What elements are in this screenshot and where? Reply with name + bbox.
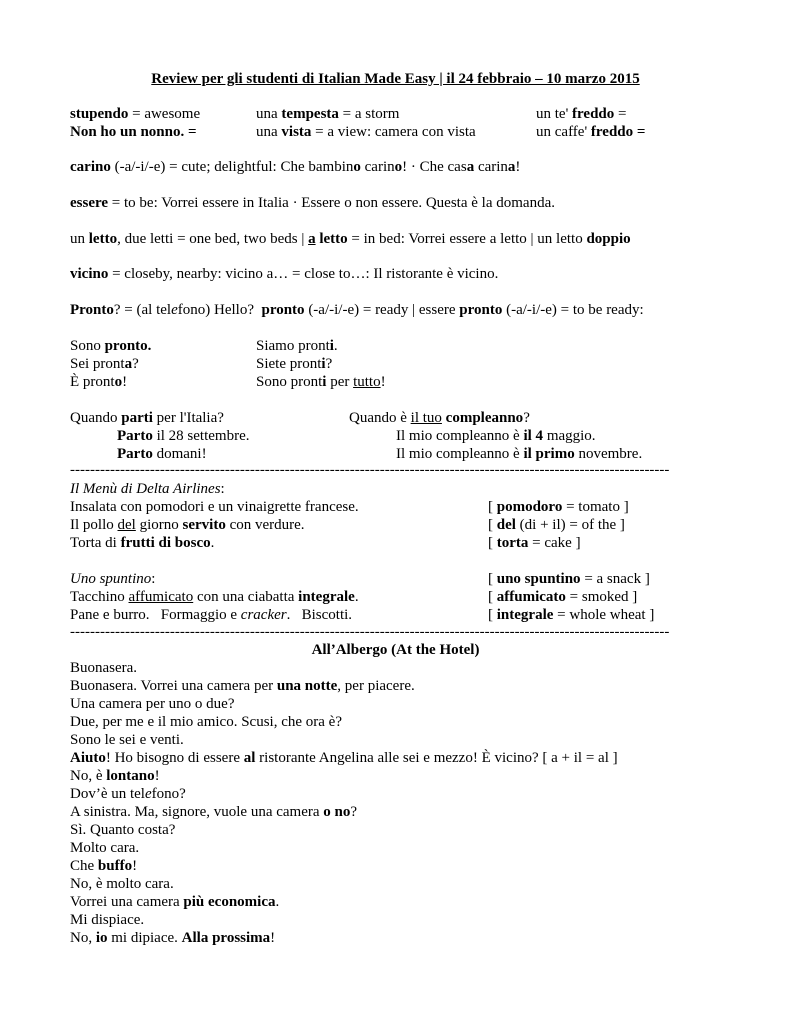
text-run: Dov’è un tel bbox=[70, 786, 145, 802]
text-run: pomodoro bbox=[496, 499, 563, 515]
text-run: [ bbox=[488, 589, 497, 605]
text-run: pronto bbox=[261, 302, 305, 318]
text-run: tempesta bbox=[281, 106, 339, 122]
dialogue-line bbox=[70, 695, 235, 713]
text-run: ! bbox=[515, 159, 521, 175]
text-run: pronto. bbox=[104, 338, 152, 354]
definition-vicino bbox=[70, 265, 498, 283]
text-run: pronto bbox=[459, 302, 503, 318]
text-run: Parto bbox=[117, 428, 153, 444]
text-run: integrale bbox=[298, 589, 355, 605]
text-run: (-a/-i/-e) = ready | essere bbox=[304, 302, 460, 318]
text-run: i bbox=[321, 356, 326, 372]
text-run: o bbox=[394, 159, 403, 175]
text-run: domani! bbox=[152, 446, 207, 462]
text-run: del bbox=[496, 517, 516, 533]
text-run: = a storm bbox=[338, 106, 400, 122]
dialogue-line bbox=[70, 749, 618, 767]
menu-line bbox=[70, 606, 352, 624]
text-run: il 28 settembre. bbox=[152, 428, 250, 444]
text-run: Quando bbox=[70, 410, 122, 426]
text-run: [ bbox=[488, 517, 497, 533]
menu-line bbox=[70, 588, 359, 606]
text-run: Pane e burro. Formaggio e bbox=[70, 607, 241, 623]
text-run: più economica bbox=[183, 894, 276, 910]
text-run: novembre. bbox=[574, 446, 643, 462]
vocab-item bbox=[70, 123, 197, 141]
text-run: una bbox=[256, 124, 282, 140]
dialogue-line bbox=[70, 857, 137, 875]
answer-line bbox=[117, 427, 249, 445]
text-run: ! bbox=[132, 858, 138, 874]
text-run: = a view: camera con vista bbox=[311, 124, 476, 140]
text-run: Vorrei una camera bbox=[70, 894, 184, 910]
text-run: A sinistra. Ma, signore, vuole una camera bbox=[70, 804, 324, 820]
text-run: uno spuntino bbox=[496, 571, 581, 587]
text-run: a bbox=[308, 231, 316, 247]
text-run: io bbox=[95, 930, 108, 946]
text-run: Il mio compleanno è bbox=[396, 446, 524, 462]
text-run: ? = (al tel bbox=[113, 302, 172, 318]
text-run: una bbox=[256, 106, 282, 122]
text-run: = to be: Vorrei essere in Italia · Essere o non essere. Questa è la domanda. bbox=[108, 195, 555, 211]
text-run: Sono pront bbox=[256, 374, 323, 390]
gloss-note bbox=[488, 570, 650, 588]
text-run: Buonasera. bbox=[70, 660, 138, 676]
text-run: ! bbox=[154, 768, 160, 784]
text-run: ! bbox=[380, 374, 386, 390]
text-run: : bbox=[151, 571, 156, 587]
text-run: o bbox=[114, 374, 123, 390]
text-run: un caffe' bbox=[536, 124, 591, 140]
text-run: affumicato bbox=[496, 589, 566, 605]
section-title: All’Albergo (At the Hotel) bbox=[311, 642, 480, 658]
gloss-note bbox=[488, 516, 625, 534]
dialogue-line bbox=[70, 893, 279, 911]
dialogue-line bbox=[70, 875, 174, 893]
text-run: il 4 bbox=[523, 428, 544, 444]
text-run: = whole wheat ] bbox=[553, 607, 655, 623]
gloss-note bbox=[488, 498, 629, 516]
text-run: cracker bbox=[240, 607, 287, 623]
text-run: Che bbox=[70, 858, 98, 874]
gloss-note bbox=[488, 606, 654, 624]
conjugation-line bbox=[256, 337, 338, 355]
text-run: torta bbox=[496, 535, 529, 551]
dialogue-line bbox=[70, 731, 184, 749]
text-run: carin bbox=[360, 159, 395, 175]
text-run: per bbox=[326, 374, 354, 390]
text-run: un bbox=[70, 231, 89, 247]
text-run: [ bbox=[488, 535, 497, 551]
text-run: Sì. Quanto costa? bbox=[70, 822, 176, 838]
text-run: ? bbox=[350, 804, 358, 820]
text-run: il tuo bbox=[410, 410, 442, 426]
menu-heading bbox=[70, 570, 155, 588]
definition-letto bbox=[70, 230, 631, 248]
text-run: ? bbox=[325, 356, 333, 372]
text-run: Quando è bbox=[349, 410, 411, 426]
definition-carino bbox=[70, 158, 520, 176]
text-run: giorno bbox=[135, 517, 183, 533]
conjugation-line bbox=[70, 337, 151, 355]
text-run: (-a/-i/-e) = cute; delightful: Che bambin bbox=[110, 159, 354, 175]
dialogue-line bbox=[70, 839, 139, 857]
text-run: Sono bbox=[70, 338, 105, 354]
dashed-divider: ------------------------------------------------------------------------------------------------------------------------ bbox=[70, 624, 670, 640]
menu-line bbox=[70, 498, 359, 516]
dialogue-line bbox=[70, 677, 415, 695]
text-run: con verdure. bbox=[225, 517, 305, 533]
text-run: = tomato ] bbox=[562, 499, 629, 515]
text-run: i bbox=[329, 338, 334, 354]
dialogue-line bbox=[70, 803, 357, 821]
text-run: frutti di bosco bbox=[120, 535, 211, 551]
text-run: freddo = bbox=[590, 124, 646, 140]
text-run: = smoked ] bbox=[565, 589, 638, 605]
text-run: i bbox=[322, 374, 327, 390]
text-run: Il pollo bbox=[70, 517, 118, 533]
text-run: , due letti = one bed, two beds | bbox=[117, 231, 309, 247]
vocab-item bbox=[256, 105, 399, 123]
definition-essere bbox=[70, 194, 555, 212]
text-run: ! · Che cas bbox=[402, 159, 467, 175]
text-run: vicino bbox=[70, 266, 109, 282]
text-run: mi dipiace. bbox=[107, 930, 182, 946]
text-run: Mi dispiace. bbox=[70, 912, 145, 928]
dialogue-line bbox=[70, 767, 160, 785]
text-run: o no bbox=[323, 804, 351, 820]
text-run: a bbox=[466, 159, 475, 175]
gloss-note bbox=[488, 588, 637, 606]
dialogue-line bbox=[70, 821, 175, 839]
text-run: = awesome bbox=[128, 106, 201, 122]
text-run: compleanno bbox=[445, 410, 524, 426]
text-run: (-a/-i/-e) = to be ready: bbox=[502, 302, 644, 318]
text-run: fono? bbox=[151, 786, 186, 802]
text-run: o bbox=[353, 159, 361, 175]
text-run: Molto cara. bbox=[70, 840, 140, 856]
definition-pronto bbox=[70, 301, 644, 319]
text-run: maggio. bbox=[543, 428, 596, 444]
text-run: No, è bbox=[70, 768, 107, 784]
dialogue-line bbox=[70, 659, 137, 677]
text-run: parti bbox=[121, 410, 153, 426]
text-run: del bbox=[117, 517, 136, 533]
text-run: Parto bbox=[117, 446, 153, 462]
text-run: : bbox=[220, 481, 225, 497]
text-run: Il mio compleanno è bbox=[396, 428, 524, 444]
question-line bbox=[349, 409, 530, 427]
text-run: essere bbox=[70, 195, 109, 211]
text-run: fono) Hello? bbox=[177, 302, 262, 318]
answer-line bbox=[396, 427, 596, 445]
dashed-divider: ------------------------------------------------------------------------------------------------------------------------ bbox=[70, 462, 670, 478]
vocab-item bbox=[536, 105, 626, 123]
text-run: . bbox=[210, 535, 215, 551]
vocab-item bbox=[70, 105, 200, 123]
text-run: No, bbox=[70, 930, 96, 946]
text-run: (di + il) = of the ] bbox=[515, 517, 625, 533]
text-run: ristorante Angelina alle sei e mezzo! È vicino? [ a + il = al ] bbox=[255, 750, 618, 766]
gloss-note bbox=[488, 534, 581, 552]
text-run: un te' bbox=[536, 106, 573, 122]
text-run: letto bbox=[88, 231, 118, 247]
text-run: [ bbox=[488, 607, 497, 623]
text-run: Sono le sei e venti. bbox=[70, 732, 184, 748]
text-run: letto bbox=[319, 231, 348, 247]
text-run: Non ho un nonno. = bbox=[70, 124, 197, 140]
conjugation-line bbox=[256, 373, 386, 391]
text-run: ? bbox=[132, 356, 139, 372]
question-line bbox=[70, 409, 224, 427]
text-run: Insalata con pomodori e un vinaigrette francese. bbox=[70, 499, 359, 515]
menu-line bbox=[70, 534, 214, 552]
text-run: Il Menù di Delta Airlines bbox=[70, 481, 221, 497]
text-run: freddo bbox=[572, 106, 615, 122]
text-run: = closeby, nearby: vicino a… = close to…: Il ristorante è vicino. bbox=[108, 266, 499, 282]
text-run: . bbox=[354, 589, 359, 605]
menu-heading bbox=[70, 480, 225, 498]
text-run: Torta di bbox=[70, 535, 121, 551]
vocab-item bbox=[256, 123, 476, 141]
text-run: al bbox=[243, 750, 256, 766]
text-run: con una ciabatta bbox=[193, 589, 299, 605]
text-run: = a snack ] bbox=[580, 571, 650, 587]
text-run: . Biscotti. bbox=[286, 607, 353, 623]
vocab-item bbox=[536, 123, 645, 141]
text-run: Tacchino bbox=[70, 589, 129, 605]
text-run: a bbox=[124, 356, 133, 372]
text-run: [ bbox=[488, 499, 497, 515]
text-run: È pront bbox=[70, 374, 115, 390]
text-run: = bbox=[614, 106, 627, 122]
menu-line bbox=[70, 516, 305, 534]
text-run: affumicato bbox=[128, 589, 194, 605]
text-run: vista bbox=[281, 124, 312, 140]
text-run: , per piacere. bbox=[337, 678, 415, 694]
text-run: Aiuto bbox=[70, 750, 106, 766]
text-run: ? bbox=[523, 410, 530, 426]
dialogue-line bbox=[70, 713, 342, 731]
text-run: Siamo pront bbox=[256, 338, 330, 354]
dialogue-line bbox=[70, 911, 144, 929]
dialogue-line bbox=[70, 929, 275, 947]
text-run: [ bbox=[488, 571, 497, 587]
text-run: ! bbox=[270, 930, 276, 946]
text-run: a bbox=[507, 159, 516, 175]
text-run: buffo bbox=[97, 858, 133, 874]
page-title: Review per gli studenti di Italian Made Easy | il 24 febbraio – 10 marzo 2015 bbox=[151, 71, 640, 87]
text-run: = in bed: Vorrei essere a letto | un letto bbox=[347, 231, 587, 247]
text-run: = cake ] bbox=[528, 535, 581, 551]
text-run: per l'Italia? bbox=[152, 410, 224, 426]
dialogue-line bbox=[70, 785, 186, 803]
text-run: lontano bbox=[106, 768, 155, 784]
text-run: Sei pront bbox=[70, 356, 125, 372]
text-run: ! Ho bisogno di essere bbox=[105, 750, 244, 766]
text-run: il primo bbox=[523, 446, 575, 462]
text-run: . bbox=[275, 894, 280, 910]
text-run: e bbox=[144, 786, 152, 802]
text-run: e bbox=[171, 302, 178, 318]
text-run: Due, per me e il mio amico. Scusi, che ora è? bbox=[70, 714, 342, 730]
text-run: doppio bbox=[586, 231, 631, 247]
text-run: tutto bbox=[353, 374, 381, 390]
text-run: Siete pront bbox=[256, 356, 322, 372]
text-run: No, è molto cara. bbox=[70, 876, 174, 892]
text-run: servito bbox=[182, 517, 226, 533]
text-run: Buonasera. Vorrei una camera per bbox=[70, 678, 277, 694]
conjugation-line bbox=[256, 355, 332, 373]
text-run: Uno spuntino bbox=[70, 571, 152, 587]
text-run: integrale bbox=[496, 607, 554, 623]
text-run: Una camera per uno o due? bbox=[70, 696, 235, 712]
text-run: carino bbox=[70, 159, 111, 175]
text-run: ! bbox=[122, 374, 128, 390]
text-run: carin bbox=[474, 159, 508, 175]
text-run: Pronto bbox=[70, 302, 114, 318]
text-run: stupendo bbox=[70, 106, 129, 122]
text-run: una notte bbox=[276, 678, 338, 694]
text-run: . bbox=[333, 338, 338, 354]
text-run: Alla prossima bbox=[181, 930, 271, 946]
conjugation-line bbox=[70, 355, 139, 373]
conjugation-line bbox=[70, 373, 127, 391]
